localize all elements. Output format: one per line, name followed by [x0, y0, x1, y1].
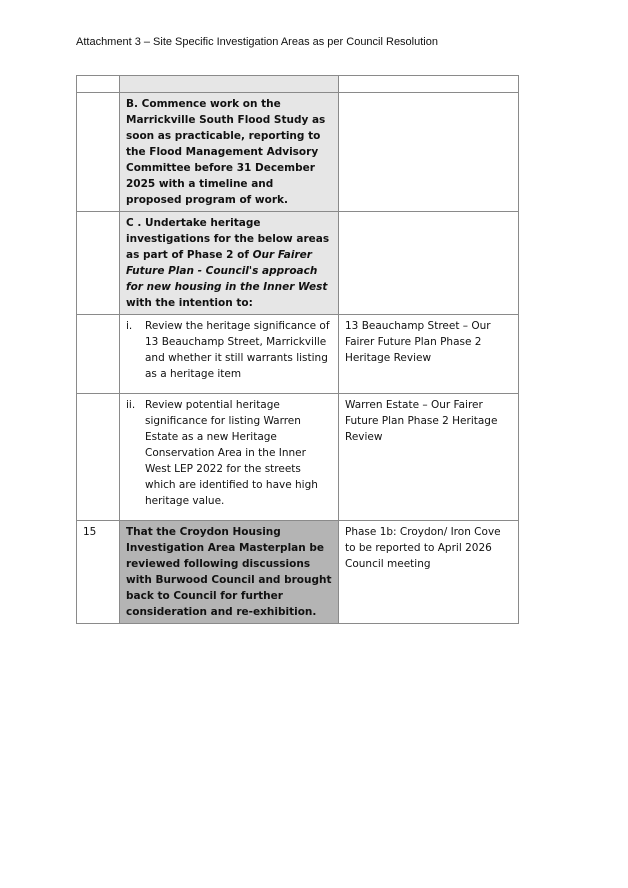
resolution-c-cell — [120, 212, 339, 315]
status-15-cell — [339, 521, 519, 624]
list-item-text: Review potential heritage significance for listing Warren Estate as a new Heritage Conservation Area in the Inner West LEP 2022 for the streets which are identified to have high heritage value. — [145, 399, 318, 507]
table-row-b — [77, 93, 519, 212]
cell-empty — [77, 212, 120, 315]
status-c-ii-text: Warren Estate – Our Fairer Future Plan Phase 2 Heritage Review — [345, 399, 498, 443]
list-item-text: Review the heritage significance of 13 Beauchamp Street, Marrickville and whether it still warrants listing as a heritage item — [145, 320, 330, 380]
status-c-i-cell — [339, 315, 519, 394]
cell-empty — [120, 76, 339, 93]
resolution-c-suffix: with the intention to: — [126, 297, 253, 309]
table-row-c-ii — [77, 394, 519, 521]
resolution-c-i-cell — [120, 315, 339, 394]
resolution-b-cell — [120, 93, 339, 212]
table-row-c — [77, 212, 519, 315]
cell-empty — [339, 76, 519, 93]
table-row-c-i — [77, 315, 519, 394]
resolution-15-text: That the Croydon Housing Investigation Area Masterplan be reviewed following discussions with Burwood Council and brought back to Council for further consideration and re-exhibition. — [126, 526, 332, 618]
list-item-number: i. — [126, 320, 133, 332]
resolution-c-prefix: C . Undertake heritage investigations for the below areas as part of Phase 2 of — [126, 217, 330, 261]
item-number: 15 — [83, 526, 97, 538]
status-c-ii-cell — [339, 394, 519, 521]
cell-empty — [77, 93, 120, 212]
cell-empty — [77, 76, 120, 93]
cell-empty — [77, 315, 120, 394]
resolution-b-text: B. Commence work on the Marrickville South Flood Study as soon as practicable, reporting to the Flood Management Advisory Committee before 31 December 2025 with a timeline and proposed program of work. — [126, 98, 326, 206]
plan-title: Our Fairer Future Plan - Council's approach for new housing in the Inner West — [126, 249, 328, 293]
table-row-top — [77, 76, 519, 93]
resolution-c-text — [120, 212, 338, 314]
status-15-text: Phase 1b: Croydon/ Iron Cove to be reported to April 2026 Council meeting — [345, 526, 501, 570]
cell-empty — [77, 394, 120, 521]
list-item-number: ii. — [126, 399, 136, 411]
resolution-c-ii-cell — [120, 394, 339, 521]
page-header: Attachment 3 – Site Specific Investigation Areas as per Council Resolution — [76, 36, 438, 48]
item-number-cell — [77, 521, 120, 624]
resolution-15-cell — [120, 521, 339, 624]
table-row-15 — [77, 521, 519, 624]
list-item — [120, 394, 338, 512]
status-c-cell — [339, 212, 519, 315]
status-c-i-text: 13 Beauchamp Street – Our Fairer Future Plan Phase 2 Heritage Review — [345, 320, 491, 364]
status-b-cell — [339, 93, 519, 212]
list-item — [120, 315, 338, 385]
resolution-table — [76, 75, 519, 624]
